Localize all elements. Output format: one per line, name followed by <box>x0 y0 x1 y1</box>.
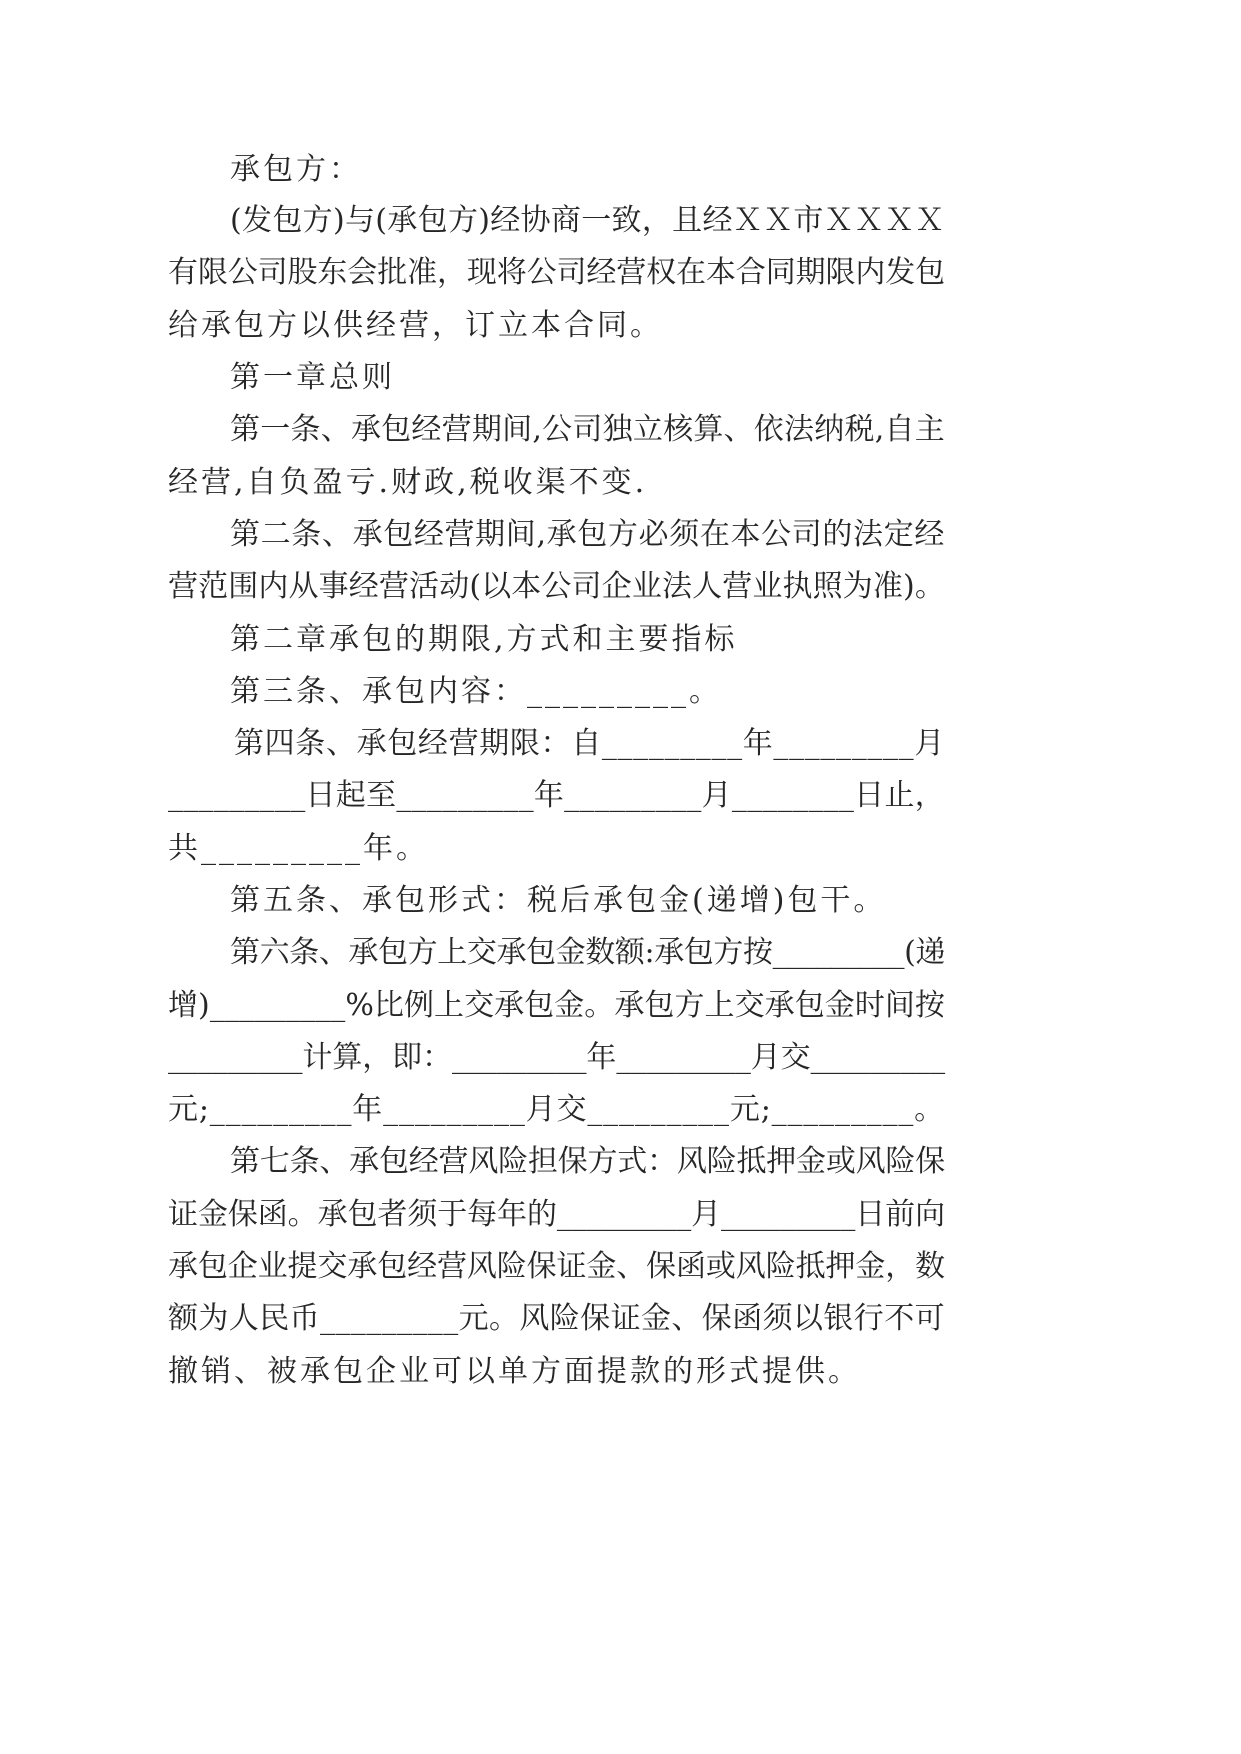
chapter-heading: 第二章承包的期限,方式和主要指标 <box>230 622 738 657</box>
paragraph-line: 承包方： <box>230 152 362 187</box>
paragraph-line: 有限公司股东会批准，现将公司经营权在本合同期限内发包 <box>168 255 945 290</box>
paragraph-line: 第一条、承包经营期间,公司独立核算、依法纳税,自主 <box>230 412 945 447</box>
paragraph-line: 给承包方以供经营，订立本合同。 <box>168 308 663 343</box>
paragraph-line: 共_________年。 <box>168 831 429 866</box>
paragraph-line: (发包方)与(承包方)经协商一致，且经ＸＸ市ＸＸＸＸ <box>230 203 945 238</box>
paragraph-line: 经营,自负盈亏.财政,税收渠不变. <box>168 465 648 500</box>
paragraph-line: 第二条、承包经营期间,承包方必须在本公司的法定经 <box>230 517 945 552</box>
chapter-heading: 第一章总则 <box>230 360 395 395</box>
paragraph-line: 第四条、承包经营期限：自_________年_________月 <box>234 726 945 761</box>
paragraph-line: 第三条、承包内容：_________。 <box>230 674 722 709</box>
paragraph-line: 营范围内从事经营活动(以本公司企业法人营业执照为准)。 <box>168 569 945 604</box>
paragraph-line: 第七条、承包经营风险担保方式：风险抵押金或风险保 <box>230 1144 945 1179</box>
paragraph-line: 增)_________%比例上交承包金。承包方上交承包金时间按 <box>168 988 945 1023</box>
paragraph-line: 承包企业提交承包经营风险保证金、保函或风险抵押金，数 <box>168 1249 945 1284</box>
paragraph-line: 元;_________年_________月交_________元;_________。 <box>168 1092 945 1127</box>
paragraph-line: 证金保函。承包者须于每年的_________月_________日前向 <box>168 1197 945 1232</box>
paragraph-line: 撤销、被承包企业可以单方面提款的形式提供。 <box>168 1354 861 1389</box>
paragraph-line: 第五条、承包形式：税后承包金(递增)包干。 <box>230 883 887 918</box>
paragraph-line: 额为人民币_________元。风险保证金、保函须以银行不可 <box>168 1301 945 1336</box>
paragraph-line: _________日起至_________年_________月________日止， <box>168 778 945 813</box>
paragraph-line: _________计算，即：_________年_________月交_________ <box>168 1040 945 1075</box>
paragraph-line: 第六条、承包方上交承包金数额:承包方按_________(递 <box>230 935 945 970</box>
